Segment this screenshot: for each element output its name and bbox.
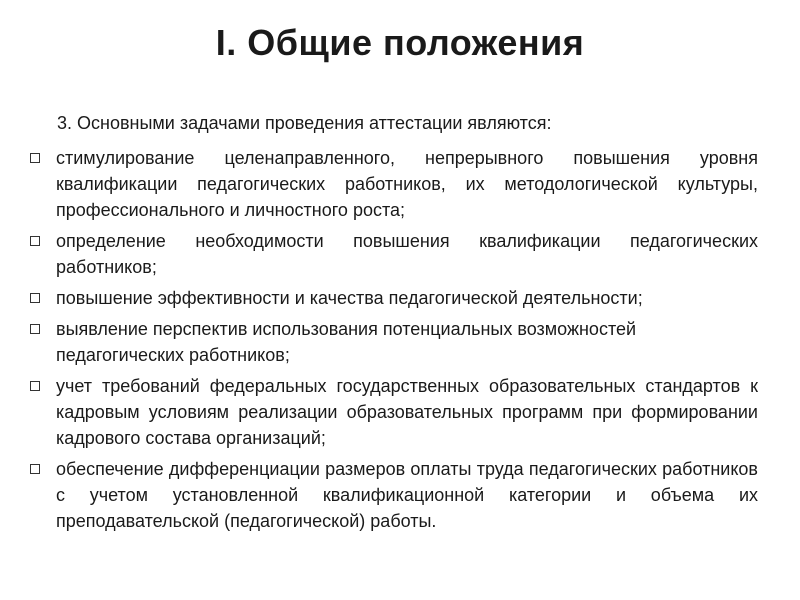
list-item bbox=[0, 228, 758, 280]
intro-text: 3. Основными задачами проведения аттестации являются: bbox=[57, 113, 552, 133]
checkbox-bullet-icon bbox=[30, 381, 40, 391]
list-item-text: определение необходимости повышения квалификации педагогических работников; bbox=[56, 231, 758, 277]
list-item-text: учет требований федеральных государственных образовательных стандартов к кадровым условиям реализации образовательных программ при формировании кадрового состава организаций; bbox=[56, 376, 758, 448]
list-item bbox=[0, 456, 758, 534]
checkbox-bullet-icon bbox=[30, 236, 40, 246]
list-item-text: обеспечение дифференциации размеров оплаты труда педагогических работников с учетом установленной квалификационной категории и объема их преподавательской (педагогической) работы. bbox=[56, 459, 758, 531]
checkbox-bullet-icon bbox=[30, 293, 40, 303]
checkbox-bullet-icon bbox=[30, 153, 40, 163]
list-item bbox=[0, 316, 766, 368]
slide-title: I. Общие положения bbox=[215, 22, 585, 63]
checkbox-bullet-icon bbox=[30, 464, 40, 474]
list-item bbox=[0, 285, 758, 311]
checkbox-bullet-icon bbox=[30, 324, 40, 334]
list-item-text: выявление перспектив использования потенциальных возможностей педагогических работников; bbox=[56, 319, 637, 365]
task-list bbox=[0, 145, 800, 539]
list-item-text: стимулирование целенаправленного, непрерывного повышения уровня квалификации педагогических работников, их методологической культуры, профессионального и личностного роста; bbox=[56, 148, 758, 220]
list-item bbox=[0, 145, 758, 223]
list-item bbox=[0, 373, 758, 451]
list-item-text: повышение эффективности и качества педагогической деятельности; bbox=[56, 288, 643, 308]
